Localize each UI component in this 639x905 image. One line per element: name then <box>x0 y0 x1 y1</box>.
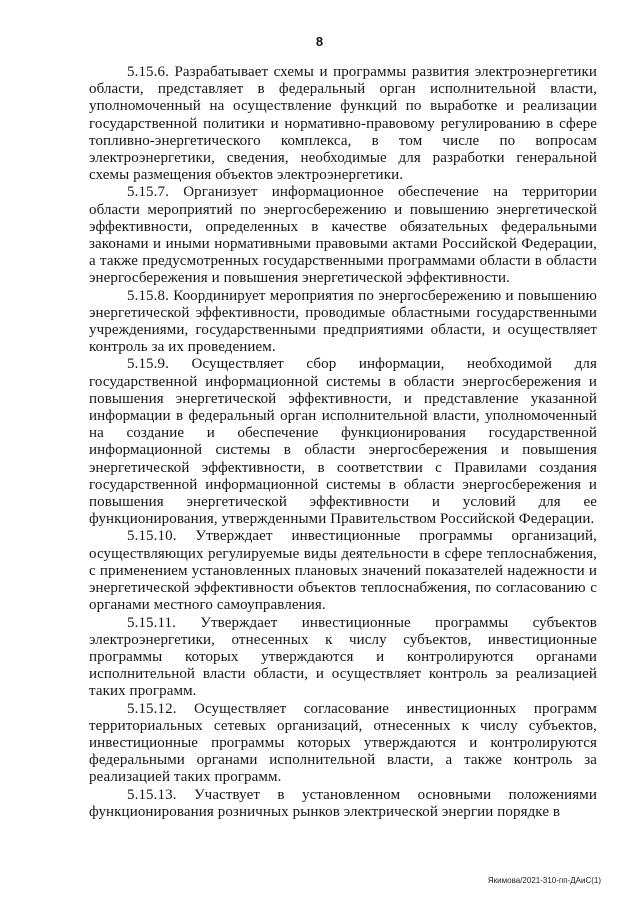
paragraph-5-15-7: 5.15.7. Организует информационное обеспечение на территории области мероприятий по энергосбережению и повышению энергетической эффективности, определенных в качестве обязательных федеральными законами и иными нормативными правовыми актами Российской Федерации, а также предусмотренных государственными программами области в области энергосбережения и повышения энергетической эффективности. <box>89 184 597 287</box>
paragraph-5-15-10: 5.15.10. Утверждает инвестиционные программы организаций, осуществляющих регулируемые виды деятельности в сфере теплоснабжения, с применением установленных плановых значений показателей надежности и энергетической эффективности объектов теплоснабжения, по согласованию с органами местного самоуправления. <box>89 528 597 614</box>
page-number: 8 <box>315 34 324 49</box>
paragraph-5-15-13: 5.15.13. Участвует в установленном основными положениями функционирования розничных рынков электрической энергии порядке в <box>89 786 597 820</box>
document-body <box>89 64 597 821</box>
paragraph-5-15-6: 5.15.6. Разрабатывает схемы и программы развития электроэнергетики области, представляет в федеральный орган исполнительной власти, уполномоченный на осуществление функций по выработке и реализации государственной политики и нормативно-правовому регулированию в сфере топливно-энергетического комплекса, в том числе по вопросам электроэнергетики, сведения, необходимые для разработки генеральной схемы размещения объектов электроэнергетики. <box>89 64 597 184</box>
paragraph-5-15-9: 5.15.9. Осуществляет сбор информации, необходимой для государственной информационной системы в области энергосбережения и повышения энергетической эффективности, и представление указанной информации в федеральный орган исполнительной власти, уполномоченный на создание и обеспечение функционирования государственной информационной системы в области энергосбережения и повышения энергетической эффективности, в соответствии с Правилами создания государственной информационной системы в области энергосбережения и повышения энергетической эффективности и условий для ее функционирования, утвержденными Правительством Российской Федерации. <box>89 356 597 528</box>
paragraph-5-15-11: 5.15.11. Утверждает инвестиционные программы субъектов электроэнергетики, отнесенных к числу субъектов, инвестиционные программы которых утверждаются и контролируются органами исполнительной власти области, и осуществляет контроль за реализацией таких программ. <box>89 614 597 700</box>
paragraph-5-15-8: 5.15.8. Координирует мероприятия по энергосбережению и повышению энергетической эффективности, проводимые областными государственными учреждениями, государственными предприятиями области, и осуществляет контроль за их проведением. <box>89 287 597 356</box>
paragraph-5-15-12: 5.15.12. Осуществляет согласование инвестиционных программ территориальных сетевых организаций, отнесенных к числу субъектов, инвестиционные программы которых утверждаются и контролируются федеральными органами исполнительной власти, а также контроль за реализацией таких программ. <box>89 700 597 786</box>
footer-document-code: Якимова/2021-310-пп-ДАиС(1) <box>487 876 601 885</box>
